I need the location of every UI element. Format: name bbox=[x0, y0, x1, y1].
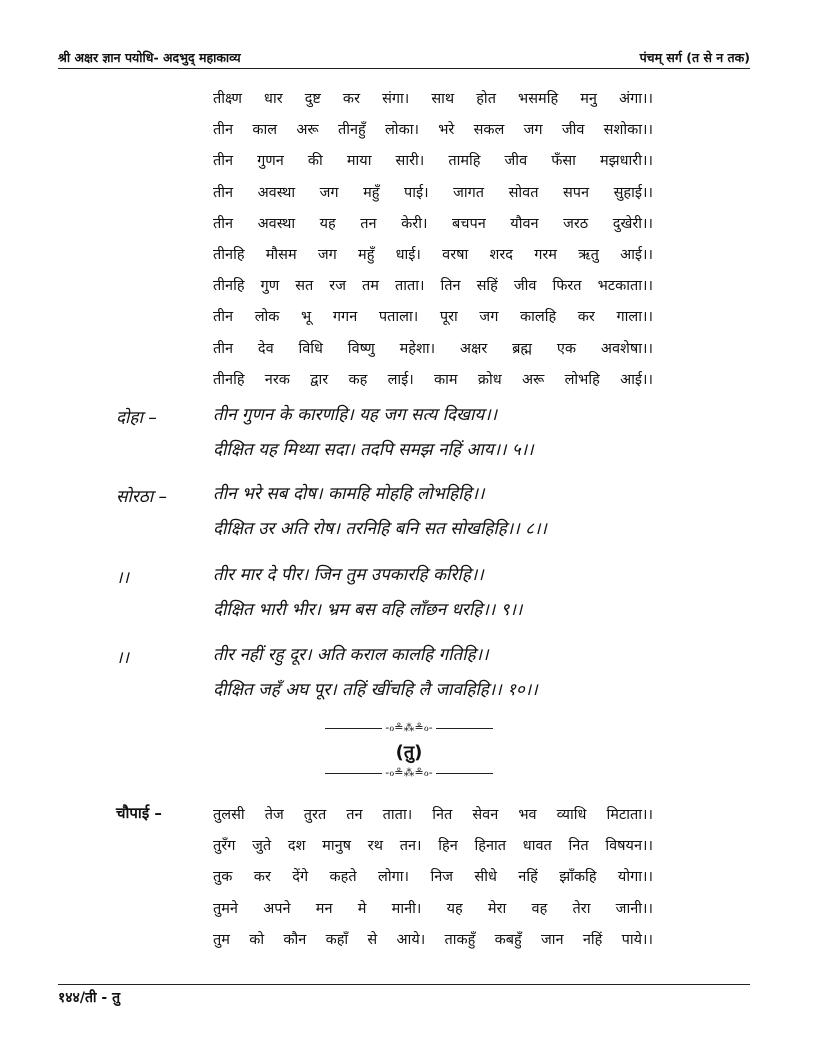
sortha-2-label: ।। bbox=[116, 568, 129, 588]
chaupai-tu-block bbox=[213, 800, 653, 956]
verse-line: तीनहि मौसम जग महुँ धाई। वरषा शरद गरम ऋतु आई।। bbox=[213, 246, 653, 263]
verse-line: तीन अवस्था जग महुँ पाई। जागत सोवत सपन सुहाई।। bbox=[213, 184, 653, 201]
verse-line: तीन गुणन की माया सारी। तामहि जीव फँसा मझधारी।। bbox=[213, 153, 653, 170]
verse-line: तीनहि नरक द्वार कह लाई। काम क्रोध अरू लोभहि आई।। bbox=[213, 371, 653, 388]
sortha-label: सोरठा – bbox=[116, 487, 168, 507]
couplet-line: तीन गुणन के कारणहि। यह जग सत्य दिखाय।। bbox=[213, 405, 498, 425]
flourish-icon: -ℴ≗⁂≗ℴ- bbox=[385, 766, 433, 779]
section-heading: (तु) bbox=[395, 742, 423, 763]
ornament-divider-top bbox=[325, 722, 493, 734]
doha-label: दोहा – bbox=[116, 408, 157, 428]
couplet-line: तीन भरे सब दोष। कामहि मोहहि लोभहिहि।। bbox=[213, 484, 485, 504]
couplet-line: दीक्षित जहँ अघ पूर। तहिं खींचहि लै जावहिहि।। १०।। bbox=[213, 680, 538, 700]
verse-line: तुलसी तेज तुरत तन ताता। नित सेवन भव व्याधि मिटाता।। bbox=[213, 807, 653, 823]
chaupai-t-block bbox=[213, 84, 653, 396]
sortha-3-couplet bbox=[213, 638, 703, 708]
couplet-line: दीक्षित भारी भीर। भ्रम बस वहि लाँछन धरहि।। ९।। bbox=[213, 600, 523, 620]
chaupai-label: चौपाई – bbox=[116, 804, 162, 822]
verse-line: तीन काल अरू तीनहुँ लोका। भरे सकल जग जीव सशोका।। bbox=[213, 122, 653, 139]
verse-line: तीन अवस्था यह तन केरी। बचपन यौवन जरठ दुखेरी।। bbox=[213, 215, 653, 232]
flourish-icon: -ℴ≗⁂≗ℴ- bbox=[385, 721, 433, 734]
sortha-3-label: ।। bbox=[116, 648, 129, 668]
verse-line: तीन देव विधि विष्णु महेशा। अक्षर ब्रह्म एक अवशेषा।। bbox=[213, 340, 653, 357]
couplet-line: तीर मार दे पीर। जिन तुम उपकारहि करिहि।। bbox=[213, 565, 484, 585]
verse-line: तुम को कौन कहाँ से आये। ताकहुँ कबहुँ जान नहिं पाये।। bbox=[213, 931, 653, 948]
couplet-line: दीक्षित यह मिथ्या सदा। तदपि समझ नहिं आय।। ५।। bbox=[213, 440, 534, 460]
couplet-line: तीर नहीं रहु दूर। अति कराल कालहि गतिहि।। bbox=[213, 645, 489, 665]
verse-line: तीन लोक भू गगन पताला। पूरा जग कालहि कर गाला।। bbox=[213, 309, 653, 326]
sortha-2-couplet bbox=[213, 558, 703, 628]
verse-line: तीक्ष्ण धार दुष्ट कर संगा। साथ होत भसमहि मनु अंगा।। bbox=[213, 91, 653, 107]
chapter-title: पंचम् सर्ग (त से न तक) bbox=[639, 50, 750, 65]
sortha-couplet bbox=[213, 477, 703, 547]
ornament-divider-bottom bbox=[325, 767, 493, 779]
verse-line: तुमने अपने मन मे मानी। यह मेरा वह तेरा जानी।। bbox=[213, 900, 653, 917]
couplet-line: दीक्षित उर अति रोष। तरनिहि बनि सत सोखहिहि।। ८।। bbox=[213, 519, 547, 539]
footer-divider bbox=[58, 984, 750, 985]
verse-line: तीनहि गुण सत रज तम ताता। तिन सहिं जीव फिरत भटकाता।। bbox=[213, 278, 653, 295]
doha-couplet bbox=[213, 398, 703, 468]
page-header bbox=[58, 44, 750, 66]
page-number: १४४/ती - तु bbox=[58, 990, 121, 1006]
verse-line: तुरँग जुते दश मानुष रथ तन। हिन हिनात धावत नित विषयन।। bbox=[213, 838, 653, 855]
book-title: श्री अक्षर ज्ञान पयोधि- अदभुद् महाकाव्य bbox=[58, 50, 241, 65]
header-divider bbox=[58, 68, 750, 69]
verse-line: तुक कर देंगे कहते लोगा। निज सीधे नहिं झाँकहि योगा।। bbox=[213, 869, 653, 886]
